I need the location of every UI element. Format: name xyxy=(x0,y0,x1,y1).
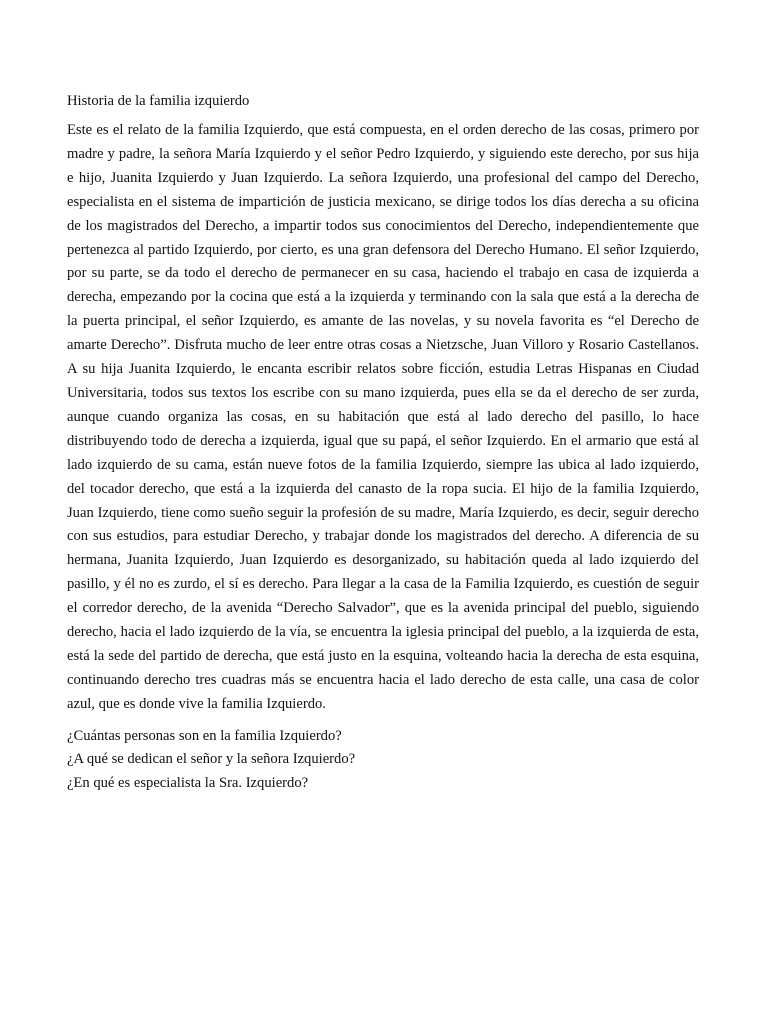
document-title: Historia de la familia izquierdo xyxy=(67,93,250,109)
question-item: ¿En qué es especialista la Sra. Izquierdo? xyxy=(67,774,309,791)
question-item: ¿A qué se dedican el señor y la señora Izquierdo? xyxy=(67,751,356,768)
story-paragraph: Este es el relato de la familia Izquierdo, que está compuesta, en el orden derecho de las cosas, primero por madre y padre, la señora María Izquierdo y el señor Pedro Izquierdo, y siguiendo este derecho, por sus hija e hijo, Juanita Izquierdo y Juan Izquierdo. La señora Izquierdo, una profesional del campo del Derecho, especialista en el sistema de impartición de justicia mexicano, se dirige todos los días derecha a su oficina de los magistrados del Derecho, a impartir todos sus conocimientos del Derecho, independientemente que pertenezca al partido Izquierdo, por cierto, es una gran defensora del Derecho Humano. El señor Izquierdo, por su parte, se da todo el derecho de permanecer en su casa, haciendo el trabajo en casa de izquierda a derecha, empezando por la cocina que está a la izquierda y terminando con la sala que está a la derecha de la puerta principal, el señor Izquierdo, es amante de las novelas, y su novela favorita es “el Derecho de amarte Derecho”. Disfruta mucho de leer entre otras cosas a Nietzsche, Juan Villoro y Rosario Castellanos. A su hija Juanita Izquierdo, le encanta escribir relatos sobre ficción, estudia Letras Hispanas en Ciudad Universitaria, todos sus textos los escribe con su mano izquierda, pues ella se da el derecho de ser zurda, aunque cuando organiza las cosas, en su habitación que está al lado derecho del pasillo, lo hace distribuyendo todo de derecha a izquierda, igual que su papá, el señor Izquierdo. En el armario que está al lado izquierdo de su cama, están nueve fotos de la familia Izquierdo, siempre las ubica al lado izquierdo, del tocador derecho, que está a la izquierda del canasto de la ropa sucia. El hijo de la familia Izquierdo, Juan Izquierdo, tiene como sueño seguir la profesión de su madre, María Izquierdo, es decir, seguir derecho con sus estudios, para estudiar Derecho, y trabajar donde los magistrados del derecho. A diferencia de su hermana, Juanita Izquierdo, Juan Izquierdo es desorganizado, su habitación queda al lado izquierdo del pasillo, y él no es zurdo, el sí es derecho. Para llegar a la casa de la Familia Izquierdo, es cuestión de seguir el corredor derecho, de la avenida “Derecho Salvador”, que es la avenida principal del pueblo, siguiendo derecho, hacia el lado izquierdo de la vía, se encuentra la iglesia principal del pueblo, a la izquierda de esta, está la sede del partido de derecha, que está justo en la esquina, volteando hacia la derecha de esta esquina, continuando derecho tres cuadras más se encuentra hacia el lado derecho de esta calle, una casa de color azul, que es donde vive la familia Izquierdo. xyxy=(67,122,699,712)
questions-list xyxy=(67,725,699,796)
document-page xyxy=(67,91,699,795)
question-item: ¿Cuántas personas son en la familia Izquierdo? xyxy=(67,727,342,744)
